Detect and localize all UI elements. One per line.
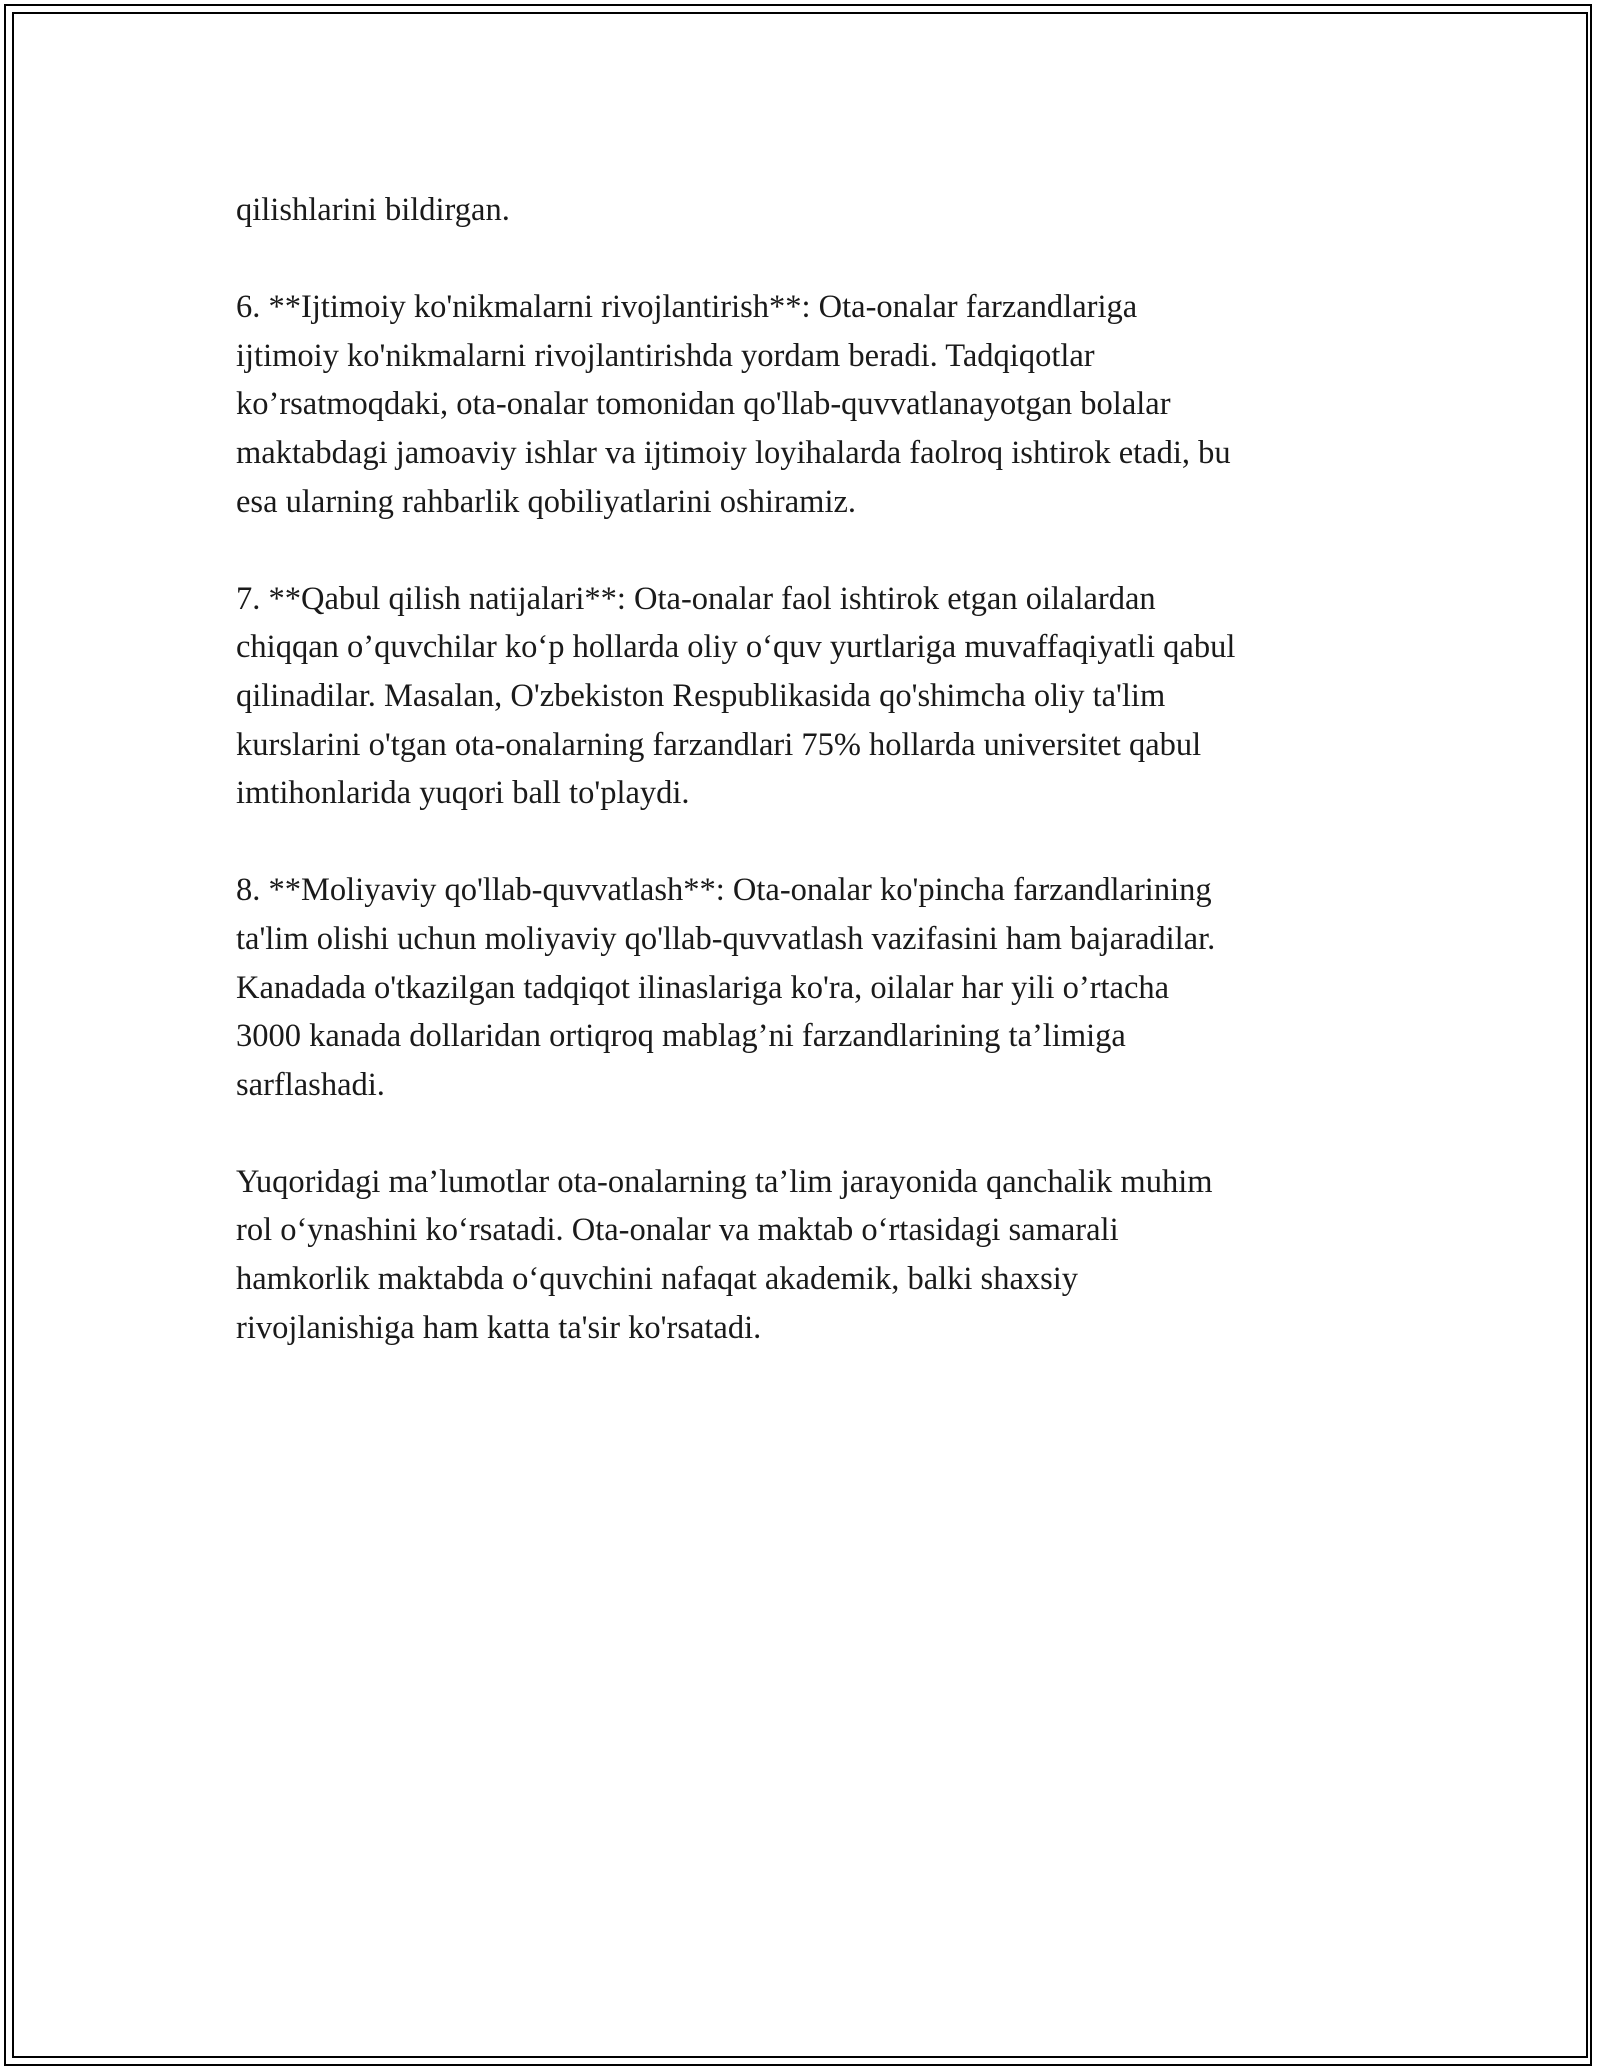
text-line: ko’rsatmoqdaki, ota-onalar tomonidan qo'llab-quvvatlanayotgan bolalar <box>236 386 1171 423</box>
text-line: rivojlanishiga ham katta ta'sir ko'rsatadi. <box>236 1309 762 1346</box>
text-line: Yuqoridagi ma’lumotlar ota-onalarning ta’lim jarayonida qanchalik muhim <box>236 1163 1213 1200</box>
text-line: Kanadada o'tkazilgan tadqiqot ilinaslariga ko'ra, oilalar har yili o’rtacha <box>236 969 1170 1006</box>
text-line: rol o‘ynashini ko‘rsatadi. Ota-onalar va maktab o‘rtasidagi samarali <box>236 1212 1119 1249</box>
text-line: qilishlarini bildirgan. <box>236 192 510 228</box>
text-line: esa ularning rahbarlik qobiliyatlarini oshiramiz. <box>236 483 857 520</box>
text-line: qilinadilar. Masalan, O'zbekiston Respublikasida qo'shimcha oliy ta'lim <box>236 677 1166 714</box>
text-line: sarflashadi. <box>236 1066 385 1103</box>
text-line: ta'lim olishi uchun moliyaviy qo'llab-quvvatlash vazifasini ham bajaradilar. <box>236 920 1216 957</box>
text-line: hamkorlik maktabda o‘quvchini nafaqat akademik, balki shaxsiy <box>236 1261 1079 1298</box>
paragraph-item-6 <box>236 283 1376 526</box>
text-line: kurslarini o'tgan ota-onalarning farzandlari 75% hollarda universitet qabul <box>236 726 1202 763</box>
text-line: maktabdagi jamoaviy ishlar va ijtimoiy loyihalarda faolroq ishtirok etadi, bu <box>236 434 1231 471</box>
paragraph-item-8 <box>236 866 1376 1109</box>
text-line: 8. **Moliyaviy qo'llab-quvvatlash**: Ota-onalar ko'pincha farzandlarining <box>236 872 1212 909</box>
text-line: 3000 kanada dollaridan ortiqroq mablag’ni farzandlarining ta’limiga <box>236 1018 1126 1055</box>
text-line: ijtimoiy ko'nikmalarni rivojlantirishda yordam beradi. Tadqiqotlar <box>236 337 1095 374</box>
paragraph-continuation <box>236 186 1376 235</box>
paragraph-conclusion <box>236 1158 1376 1352</box>
text-line: imtihonlarida yuqori ball to'playdi. <box>236 775 690 812</box>
text-line: chiqqan o’quvchilar ko‘p hollarda oliy o‘quv yurtlariga muvaffaqiyatli qabul <box>236 629 1236 666</box>
document-body <box>236 186 1376 1401</box>
text-line: 6. **Ijtimoiy ko'nikmalarni rivojlantirish**: Ota-onalar farzandlariga <box>236 289 1138 326</box>
paragraph-item-7 <box>236 575 1376 818</box>
text-line: 7. **Qabul qilish natijalari**: Ota-onalar faol ishtirok etgan oilalardan <box>236 580 1156 617</box>
